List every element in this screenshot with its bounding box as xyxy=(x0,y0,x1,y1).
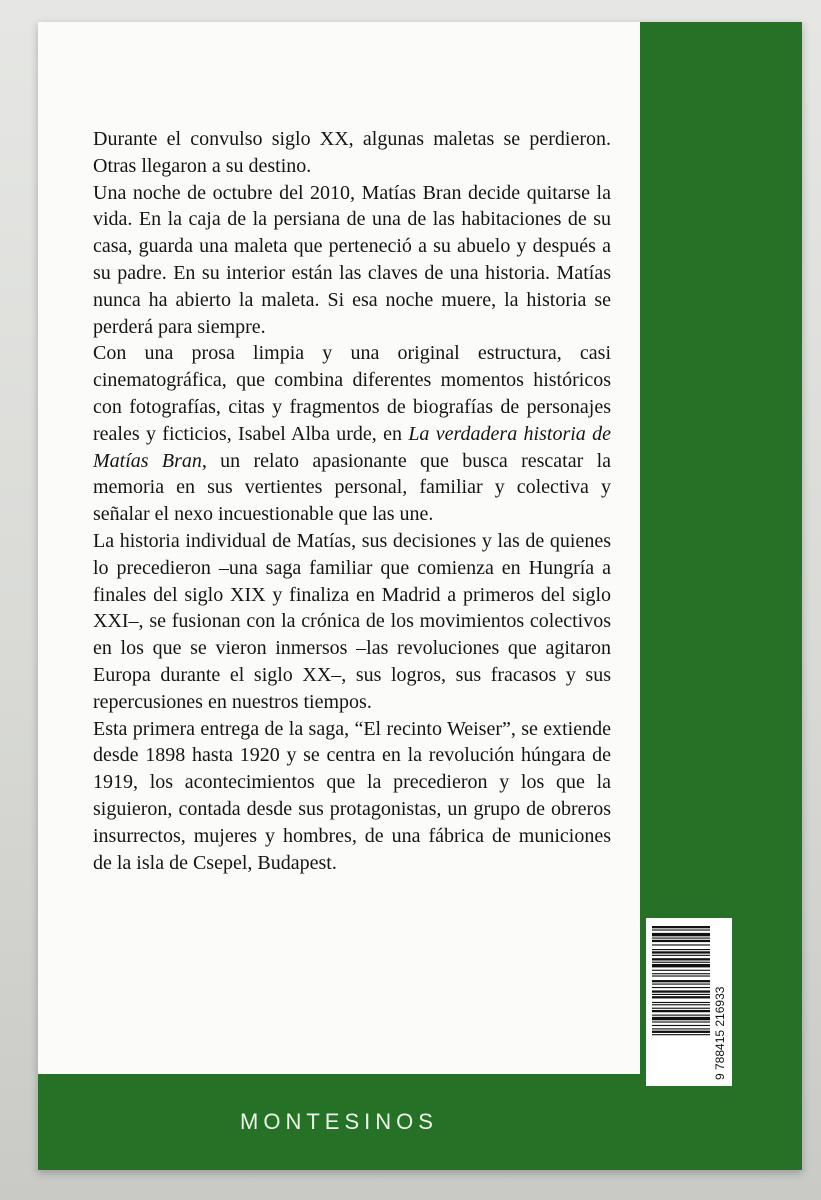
barcode-bar xyxy=(652,962,710,963)
barcode-bar xyxy=(652,951,710,953)
barcode-bar xyxy=(652,929,710,930)
book-title: La verdadera historia de Matías Bran xyxy=(93,422,611,472)
barcode-bar xyxy=(652,973,710,974)
barcode-bar xyxy=(652,949,710,950)
barcode-bar xyxy=(652,1008,710,1009)
barcode-bar xyxy=(652,955,710,956)
barcode-bar xyxy=(652,944,710,945)
blurb-paragraph-2: Una noche de octubre del 2010, Matías Bran decide quitarse la vida. En la caja de la persiana de una de las habitaciones de su casa, guarda una maleta que perteneció a su abuelo y después a su padre. En su interior están las claves de una historia. Matías nunca ha abierto la maleta. Si esa noche muere, la historia se perderá para siempre. xyxy=(93,181,611,338)
cover-blurb xyxy=(93,126,611,876)
barcode-bar xyxy=(652,996,710,998)
publisher-name: MONTESINOS xyxy=(240,1109,438,1134)
barcode-bar xyxy=(652,1010,710,1012)
barcode-bar xyxy=(652,964,710,967)
barcode xyxy=(646,918,732,1086)
barcode-bar xyxy=(652,994,710,995)
barcode-bar xyxy=(652,1002,710,1003)
barcode-bar xyxy=(652,1015,710,1016)
barcode-number: 9 788415 216933 xyxy=(713,986,727,1080)
barcode-bar xyxy=(652,1017,710,1020)
barcode-bar xyxy=(652,990,710,992)
barcode-bar xyxy=(652,1021,710,1022)
barcode-bar xyxy=(652,1004,710,1005)
barcode-bar xyxy=(652,938,710,939)
book-back-cover xyxy=(38,22,802,1170)
barcode-bar xyxy=(652,980,710,982)
blurb-paragraph-5: Esta primera entrega de la saga, “El recinto Weiser”, se extiende desde 1898 hasta 1920 y se centra en la revolución húngara de 1919, los acontecimientos que la precedieron y los que la siguieron, contada desde sus protagonistas, un grupo de obreros insurrectos, mujeres y hombres, de una fábrica de municiones de la isla de Csepel, Budapest. xyxy=(93,717,611,874)
barcode-bar xyxy=(652,940,710,942)
barcode-bar xyxy=(652,984,710,985)
barcode-bar xyxy=(652,987,710,988)
barcode-graphic xyxy=(646,918,732,1086)
barcode-bar xyxy=(652,926,710,928)
blurb-paragraph-1: Durante el convulso siglo XX, algunas maletas se perdieron. Otras llegaron a su destino. xyxy=(93,128,611,177)
blurb-p3-text-end: , un relato apasionante que busca rescatar la memoria en sus vertientes personal, familiar y colectiva y señalar el nexo incuestionable que las une. xyxy=(93,449,611,526)
barcode-bar xyxy=(652,1034,710,1035)
blurb-paragraph-3 xyxy=(93,340,611,528)
barcode-bar xyxy=(652,975,710,976)
barcode-bars xyxy=(652,926,710,1035)
barcode-bar xyxy=(652,1028,710,1029)
barcode-bar xyxy=(652,1025,710,1026)
barcode-bar xyxy=(652,1031,710,1033)
blurb-paragraph-4: La historia individual de Matías, sus decisiones y las de quienes lo precedieron –una saga familiar que comienza en Hungría a finales del siglo XIX y finaliza en Madrid a primeros del siglo XXI–, se fusionan con la crónica de los movimientos colectivos en los que se vieron inmersos –las revoluciones que agitaron Europa durante el siglo XX–, sus logros, sus fracasos y sus repercusiones en nuestros tiempos. xyxy=(93,529,611,713)
barcode-bar xyxy=(652,958,710,960)
barcode-bar xyxy=(652,933,710,936)
barcode-bar xyxy=(652,970,710,971)
blurb-p3-text: Con una prosa limpia y una original estructura, casi cinematográfica, que combina diferentes momentos históricos con fotografías, citas y fragmentos de biografías de personajes reales y ficticios, Isabel Alba urde, en xyxy=(93,342,611,445)
